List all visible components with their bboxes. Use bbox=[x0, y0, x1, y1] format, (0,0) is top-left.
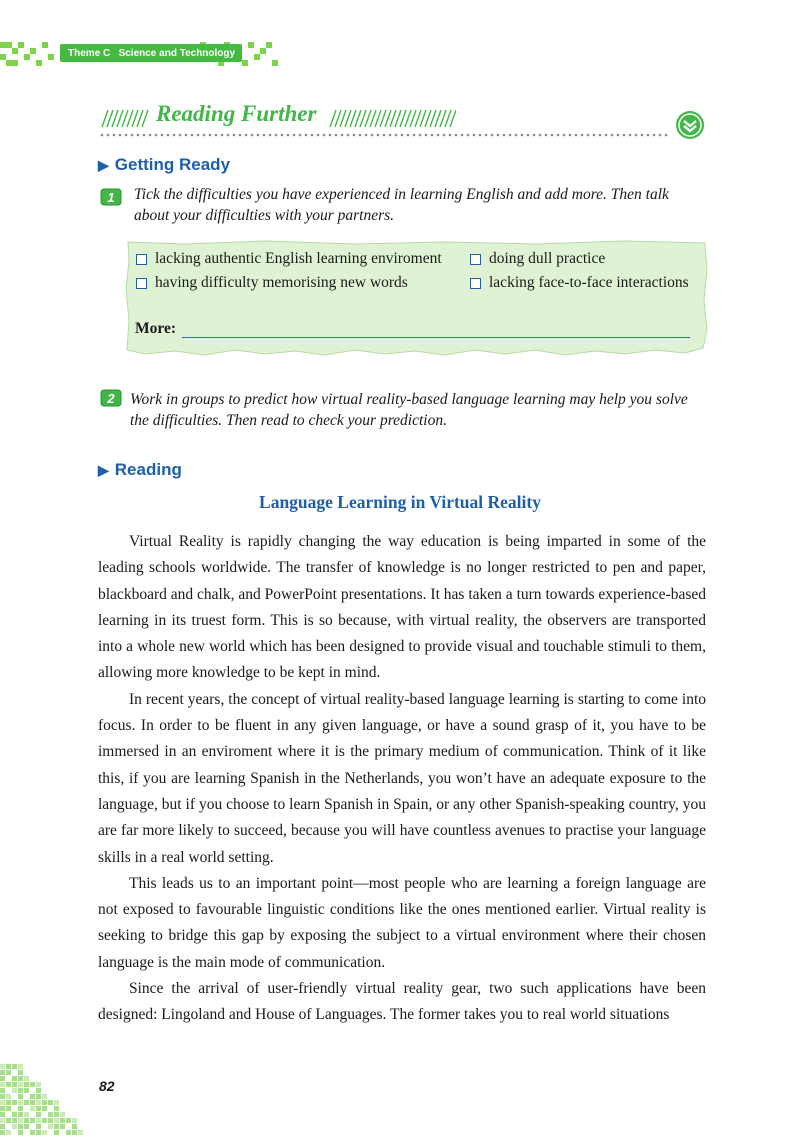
reading-heading: ▶ Reading bbox=[98, 460, 182, 479]
checkbox[interactable] bbox=[136, 254, 147, 265]
theme-label-text: Theme C Science and Technology bbox=[68, 47, 236, 59]
theme-label bbox=[60, 44, 242, 62]
triangle-icon: ▶ bbox=[98, 157, 109, 173]
checkbox[interactable] bbox=[470, 254, 481, 265]
task-2-badge bbox=[100, 389, 122, 407]
option-1[interactable]: lacking authentic English learning enviroment bbox=[136, 250, 442, 268]
section-title: Reading Further bbox=[156, 101, 317, 126]
chevron-down-circle-icon[interactable] bbox=[675, 110, 705, 140]
footer-pixel-decoration bbox=[0, 1064, 92, 1138]
option-3[interactable]: having difficulty memorising new words bbox=[136, 274, 408, 292]
article-body bbox=[98, 529, 706, 1029]
task-1-badge bbox=[100, 188, 122, 206]
task-2-number: 2 bbox=[107, 391, 115, 406]
checkbox[interactable] bbox=[136, 278, 147, 289]
triangle-icon: ▶ bbox=[98, 462, 109, 478]
page-number: 82 bbox=[99, 1078, 115, 1094]
article-title: Language Learning in Virtual Reality bbox=[259, 492, 541, 512]
dotted-divider bbox=[100, 133, 670, 137]
title-stripes-left bbox=[100, 108, 152, 128]
option-2[interactable]: doing dull practice bbox=[470, 250, 605, 268]
more-label: More: bbox=[135, 320, 177, 337]
getting-ready-heading: ▶ Getting Ready bbox=[98, 155, 231, 174]
checkbox[interactable] bbox=[470, 278, 481, 289]
task-1-instruction: Tick the difficulties you have experienced in learning English and add more. Then talk about your difficulties with your partners. bbox=[134, 186, 669, 224]
paragraph: Virtual Reality is rapidly changing the way education is being imparted in some of the leading schools worldwide. The transfer of knowledge is no longer restricted to pen and paper, blackboard and chalk, and PowerPoint presentations. It has taken a turn towards experience-based learning in its truest form. This is so because, with virtual reality, the observers are transported into a whole new world which has been designed to provide visual and touchable stimuli to them, allowing more knowledge to be kept in mind. bbox=[98, 533, 706, 682]
task-2-instruction: Work in groups to predict how virtual reality-based language learning may help you solve the difficulties. Then read to check your prediction. bbox=[130, 391, 688, 429]
paragraph: This leads us to an important point—most people who are learning a foreign language are not exposed to favourable linguistic conditions like the ones mentioned earlier. Virtual reality is seeking to bridge this gap by exposing the subject to a virtual environment where their chosen language is the main mode of communication. bbox=[98, 874, 706, 971]
paragraph: Since the arrival of user-friendly virtual reality gear, two such applications have been designed: Lingoland and House of Languages. The former takes you to real world situations bbox=[98, 980, 706, 1024]
task-1-number: 1 bbox=[107, 190, 115, 205]
option-4[interactable]: lacking face-to-face interactions bbox=[470, 274, 689, 292]
paragraph: In recent years, the concept of virtual reality-based language learning is starting to come into focus. In order to be fluent in any given language, or have a sound grasp of it, you have to be immersed in an enviroment where it is the primary medium of communication. Think of it like this, if you are learning Spanish in the Netherlands, you won’t have an adequate exposure to the language, but if you choose to learn Spanish in Spain, or any other Spanish-speaking country, you are far more likely to succeed, because you will have countless avenues to practise your language skills in a real world setting. bbox=[98, 690, 706, 866]
title-stripes-right bbox=[328, 108, 456, 128]
more-input-line[interactable] bbox=[182, 337, 690, 338]
